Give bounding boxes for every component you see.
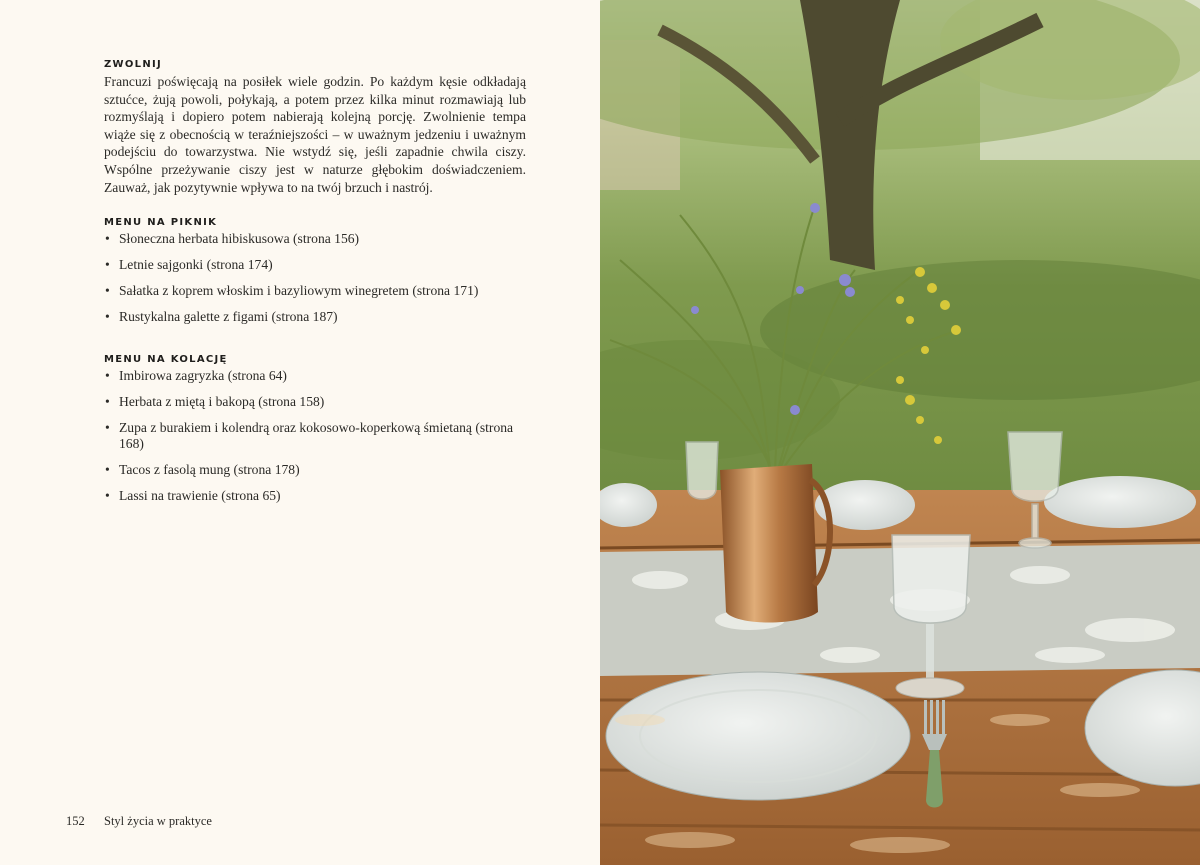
menu-list-piknik bbox=[104, 231, 526, 325]
list-item: • Słoneczna herbata hibiskusowa (strona 156) bbox=[104, 231, 526, 247]
list-item: • Herbata z miętą i bakopą (strona 158) bbox=[104, 394, 526, 410]
garden-table-photo bbox=[600, 0, 1200, 865]
running-title: Styl życia w praktyce bbox=[104, 814, 212, 828]
list-item: • Zupa z burakiem i kolendrą oraz kokosowo-koperkową śmietaną (strona 168) bbox=[104, 420, 526, 452]
page-content bbox=[104, 58, 526, 514]
plate bbox=[606, 672, 910, 800]
list-item: • Letnie sajgonki (strona 174) bbox=[104, 257, 526, 273]
section-heading-kolacja: MENU NA KOLACJĘ bbox=[104, 354, 228, 366]
section-heading-piknik: MENU NA PIKNIK bbox=[104, 217, 218, 229]
section-paragraph-zwolnij: Francuzi poświęcają na posiłek wiele godzin. Po każdym kęsie odkładają sztućce, żują powoli, połykają, a potem przez kilka minut rozmawiają lub rozmyślają i dopiero potem nabierają kolejną porcję. Zwolnienie tempa wiąże się z obecnością w teraźniejszości – w uważnym jedzeniu i uważnym podejściu do towarzystwa. Nie wstydź się, jeśli zapadnie chwila ciszy. Wspólne przeżywanie ciszy jest w naturze głębokim doświadczeniem. Zauważ, jak pozytywnie wpływa to na twój brzuch i nastrój. bbox=[104, 74, 526, 195]
list-item: • Lassi na trawienie (strona 65) bbox=[104, 488, 526, 504]
plate bbox=[1044, 476, 1196, 528]
wine-glass bbox=[686, 442, 718, 499]
page-number: 152 bbox=[66, 814, 85, 828]
copper-vase bbox=[720, 464, 818, 623]
menu-list-kolacja bbox=[104, 368, 526, 504]
section-heading-zwolnij: ZWOLNIJ bbox=[104, 59, 163, 70]
wine-glass bbox=[1008, 432, 1062, 501]
list-item: • Sałatka z koprem włoskim i bazyliowym winegretem (strona 171) bbox=[104, 283, 526, 299]
list-item: • Rustykalna galette z figami (strona 187) bbox=[104, 309, 526, 325]
photo-illustration bbox=[600, 0, 1200, 865]
page-footer bbox=[66, 814, 212, 829]
list-item: • Tacos z fasolą mung (strona 178) bbox=[104, 462, 526, 478]
list-item: • Imbirowa zagryzka (strona 64) bbox=[104, 368, 526, 384]
